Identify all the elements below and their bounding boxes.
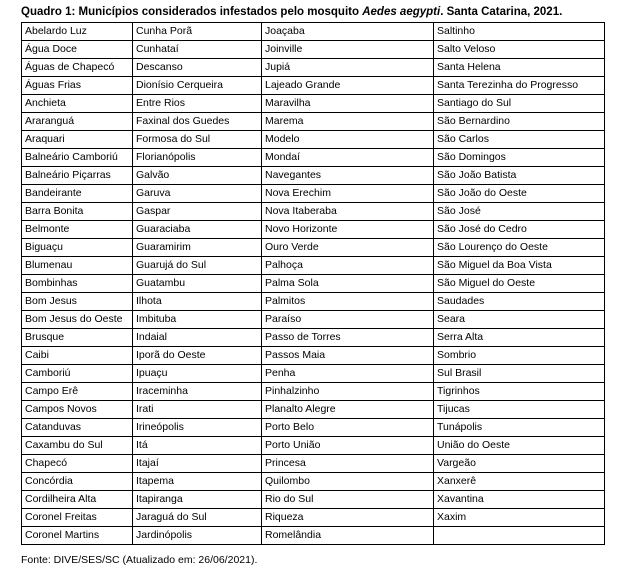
municipality-cell: São José [434,203,605,221]
municipality-cell: Nova Erechim [262,185,434,203]
municipality-cell: Descanso [133,59,262,77]
municipality-cell: Campos Novos [22,401,133,419]
municipality-cell: São Domingos [434,149,605,167]
municipality-cell: Balneário Camboriú [22,149,133,167]
municipality-cell: Xaxim [434,509,605,527]
municipality-cell: Palmitos [262,293,434,311]
municipality-cell: Romelândia [262,527,434,545]
municipality-cell: Cunhataí [133,41,262,59]
municipality-cell: São João Batista [434,167,605,185]
table-row [22,311,605,329]
municipality-cell: Campo Erê [22,383,133,401]
municipality-cell: Tigrinhos [434,383,605,401]
municipality-cell: Itapema [133,473,262,491]
municipality-cell: São Bernardino [434,113,605,131]
table-row [22,491,605,509]
municipality-cell: Ilhota [133,293,262,311]
municipality-cell: Formosa do Sul [133,131,262,149]
municipality-cell: Riqueza [262,509,434,527]
table-row [22,527,605,545]
municipality-cell: São Miguel do Oeste [434,275,605,293]
municipality-cell: Sombrio [434,347,605,365]
caption-suffix: . Santa Catarina, 2021. [440,6,563,18]
municipality-cell: Paraíso [262,311,434,329]
municipality-cell: São João do Oeste [434,185,605,203]
table-row [22,473,605,491]
municipality-cell: Sul Brasil [434,365,605,383]
municipality-cell: Coronel Martins [22,527,133,545]
municipality-cell [434,527,605,545]
municipality-cell: Marema [262,113,434,131]
table-row [22,149,605,167]
municipality-cell: Águas Frias [22,77,133,95]
table-row [22,257,605,275]
municipality-cell: Camboriú [22,365,133,383]
municipality-cell: Garuva [133,185,262,203]
table-row [22,347,605,365]
municipality-cell: Itajaí [133,455,262,473]
municipality-cell: Araquari [22,131,133,149]
municipality-cell: Nova Itaberaba [262,203,434,221]
municipality-cell: Anchieta [22,95,133,113]
municipality-cell: Bombinhas [22,275,133,293]
municipality-cell: Pinhalzinho [262,383,434,401]
municipality-cell: Palma Sola [262,275,434,293]
municipality-cell: Jardinópolis [133,527,262,545]
municipality-cell: São José do Cedro [434,221,605,239]
municipality-cell: Guaramirim [133,239,262,257]
municipality-cell: Passos Maia [262,347,434,365]
municipality-cell: Porto União [262,437,434,455]
municipality-cell: Gaspar [133,203,262,221]
municipality-cell: Bom Jesus do Oeste [22,311,133,329]
municipality-cell: Águas de Chapecó [22,59,133,77]
table-row [22,167,605,185]
municipality-cell: Jupiá [262,59,434,77]
municipality-cell: Seara [434,311,605,329]
municipality-cell: Balneário Piçarras [22,167,133,185]
table-row [22,509,605,527]
municipality-cell: São Miguel da Boa Vista [434,257,605,275]
municipality-cell: Imbituba [133,311,262,329]
municipality-cell: Caibi [22,347,133,365]
municipality-cell: Dionísio Cerqueira [133,77,262,95]
municipality-cell: Cunha Porã [133,23,262,41]
municipality-cell: Santa Helena [434,59,605,77]
table-row [22,221,605,239]
municipalities-table [21,22,605,545]
municipality-cell: Joinville [262,41,434,59]
municipality-cell: Florianópolis [133,149,262,167]
table-row [22,419,605,437]
municipality-cell: Entre Rios [133,95,262,113]
municipality-cell: Iraceminha [133,383,262,401]
municipality-cell: Abelardo Luz [22,23,133,41]
municipality-cell: Água Doce [22,41,133,59]
municipality-cell: Xavantina [434,491,605,509]
table-row [22,23,605,41]
municipality-cell: Concórdia [22,473,133,491]
municipality-cell: Biguaçu [22,239,133,257]
municipality-cell: Indaial [133,329,262,347]
municipality-cell: Passo de Torres [262,329,434,347]
municipality-cell: Tunápolis [434,419,605,437]
municipality-cell: São Lourenço do Oeste [434,239,605,257]
table-row [22,383,605,401]
table-row [22,95,605,113]
municipality-cell: Blumenau [22,257,133,275]
municipality-cell: União do Oeste [434,437,605,455]
municipality-cell: Salto Veloso [434,41,605,59]
municipality-cell: Mondaí [262,149,434,167]
municipality-cell: Catanduvas [22,419,133,437]
municipality-cell: Ipuaçu [133,365,262,383]
municipality-cell: Lajeado Grande [262,77,434,95]
table-row [22,401,605,419]
municipality-cell: Princesa [262,455,434,473]
municipality-cell: Faxinal dos Guedes [133,113,262,131]
municipality-cell: Rio do Sul [262,491,434,509]
municipality-cell: Novo Horizonte [262,221,434,239]
table-row [22,59,605,77]
caption-prefix: Quadro 1: Municípios considerados infestados pelo mosquito [21,6,363,18]
municipality-cell: Xanxerê [434,473,605,491]
municipality-cell: Caxambu do Sul [22,437,133,455]
municipalities-table-body [22,23,605,545]
table-row [22,77,605,95]
municipality-cell: Itapiranga [133,491,262,509]
municipality-cell: Galvão [133,167,262,185]
table-row [22,365,605,383]
municipality-cell: Brusque [22,329,133,347]
table-row [22,437,605,455]
table-row [22,131,605,149]
municipality-cell: Ouro Verde [262,239,434,257]
municipality-cell: Guatambu [133,275,262,293]
municipality-cell: Belmonte [22,221,133,239]
municipality-cell: Irineópolis [133,419,262,437]
municipality-cell: Bandeirante [22,185,133,203]
municipality-cell: Vargeão [434,455,605,473]
municipality-cell: Quilombo [262,473,434,491]
table-caption [21,4,562,20]
municipality-cell: Santiago do Sul [434,95,605,113]
table-row [22,41,605,59]
municipality-cell: Araranguá [22,113,133,131]
table-row [22,275,605,293]
municipality-cell: Guaraciaba [133,221,262,239]
table-row [22,113,605,131]
municipality-cell: Modelo [262,131,434,149]
municipality-cell: Cordilheira Alta [22,491,133,509]
municipality-cell: Santa Terezinha do Progresso [434,77,605,95]
municipality-cell: Itá [133,437,262,455]
municipality-cell: São Carlos [434,131,605,149]
municipality-cell: Porto Belo [262,419,434,437]
table-row [22,293,605,311]
municipality-cell: Joaçaba [262,23,434,41]
municipality-cell: Bom Jesus [22,293,133,311]
municipality-cell: Iporã do Oeste [133,347,262,365]
municipality-cell: Chapecó [22,455,133,473]
municipality-cell: Guarujá do Sul [133,257,262,275]
municipality-cell: Jaraguá do Sul [133,509,262,527]
municipality-cell: Navegantes [262,167,434,185]
municipality-cell: Barra Bonita [22,203,133,221]
municipality-cell: Planalto Alegre [262,401,434,419]
municipality-cell: Coronel Freitas [22,509,133,527]
municipality-cell: Maravilha [262,95,434,113]
municipality-cell: Irati [133,401,262,419]
caption-species: Aedes aegypti [362,6,441,18]
municipality-cell: Saudades [434,293,605,311]
municipality-cell: Serra Alta [434,329,605,347]
table-row [22,239,605,257]
table-row [22,203,605,221]
municipality-cell: Tijucas [434,401,605,419]
table-row [22,185,605,203]
table-row [22,329,605,347]
table-row [22,455,605,473]
municipality-cell: Saltinho [434,23,605,41]
source-note: Fonte: DIVE/SES/SC (Atualizado em: 26/06/2021). [21,554,258,566]
municipality-cell: Penha [262,365,434,383]
municipality-cell: Palhoça [262,257,434,275]
